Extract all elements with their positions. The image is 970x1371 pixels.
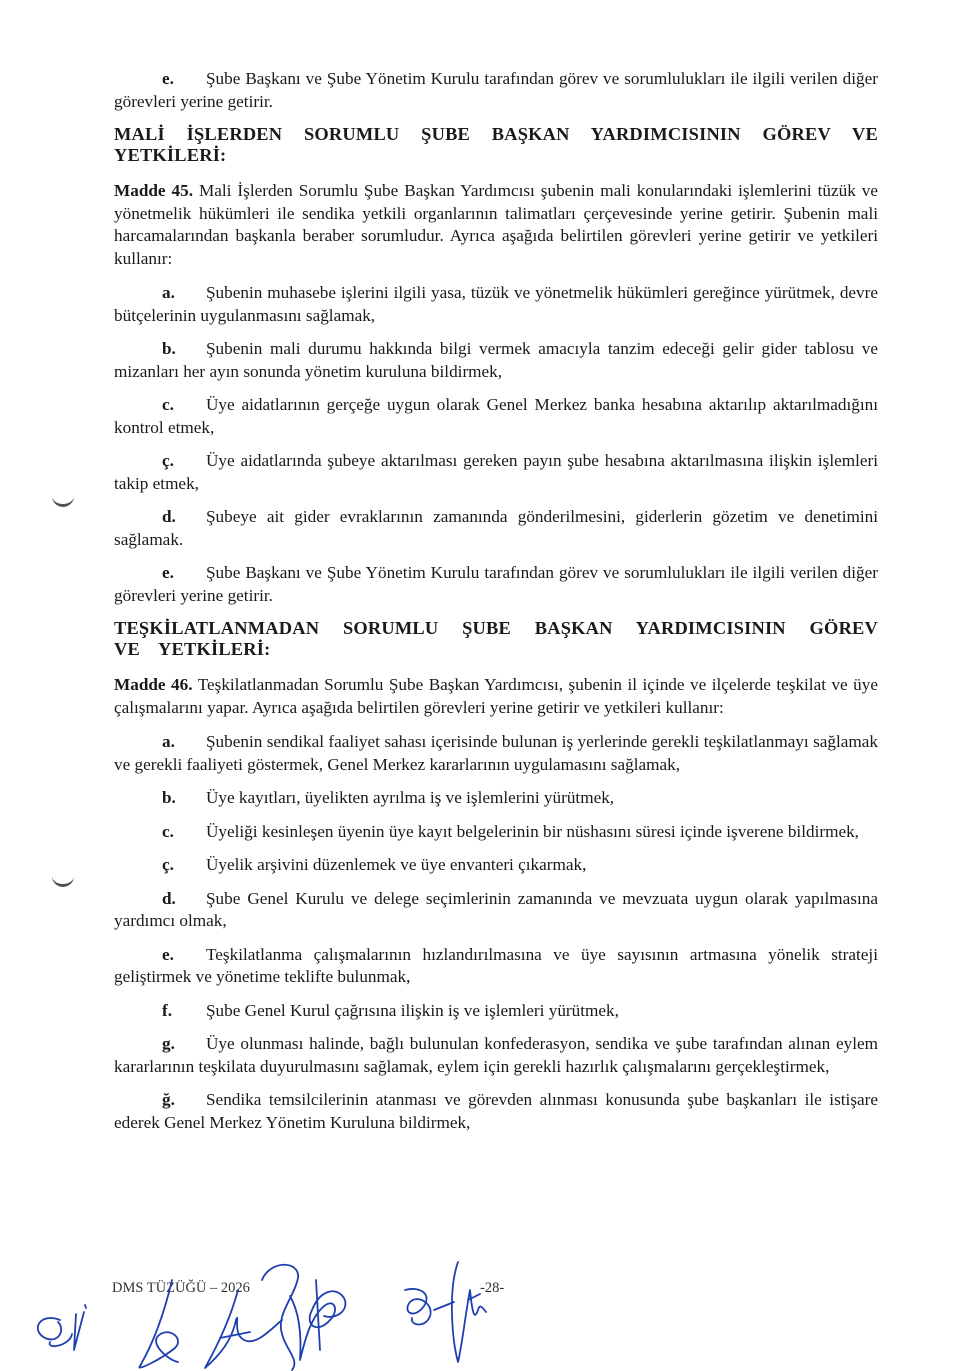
section-heading: TEŞKİLATLANMADAN SORUMLU ŞUBE BAŞKAN YARDIMCISININ GÖREV VE YETKİLERİ: — [114, 618, 878, 659]
list-item-text: Üye kayıtları, üyelikten ayrılma iş ve işlemlerini yürütmek, — [206, 788, 615, 807]
list-item-label: d. — [162, 507, 176, 526]
list-item — [114, 944, 878, 989]
article-label: Madde 46. — [114, 675, 193, 694]
signature-5 — [290, 1280, 345, 1360]
list-item — [114, 68, 878, 113]
list-item-text: Üyeliği kesinleşen üyenin üye kayıt belgelerinin bir nüshasını süresi içinde işverene bildirmek, — [206, 821, 859, 841]
list-item — [114, 506, 878, 551]
signature-4 — [262, 1265, 298, 1370]
list-item-text: Üye aidatlarında şubeye aktarılması gereken payın şube hesabına aktarılmasına ilişkin işlemleri takip etmek, — [114, 451, 878, 493]
article-text: Teşkilatlanmadan Sorumlu Şube Başkan Yardımcısı, şubenin il içinde ve ilçelerde teşkilat ve üye çalışmalarını yapar. Ayrıca aşağıda belirtilen görevleri yerine getirir ve yetkileri kullanır: — [114, 675, 878, 717]
list-item — [114, 1000, 878, 1023]
list-item-text: Şube Başkanı ve Şube Yönetim Kurulu tarafından görev ve sorumlulukları ile ilgili verilen diğer görevleri yerine getirir. — [114, 69, 878, 111]
list-item-text: Üye olunması halinde, bağlı bulunulan konfederasyon, sendika ve şube tarafından alınan eylem kararlarının teşkilata duyurulmasını sağlamak, eylem için gerekli hazırlık çalışmalarını gerçekleştirmek, — [114, 1034, 878, 1076]
list-item-label: f. — [162, 1000, 173, 1020]
list-item — [114, 338, 878, 383]
list-item — [114, 888, 878, 933]
list-item-label: a. — [162, 732, 175, 751]
punch-hole-mark — [52, 872, 74, 887]
list-item — [114, 394, 878, 439]
list-item-label: c. — [162, 821, 174, 841]
article-text: Mali İşlerden Sorumlu Şube Başkan Yardımcısı şubenin mali konularındaki işlemlerini tüzük ve yönetmelik hükümleri ile sendika yetkili organlarının talimatları çerçevesinde yerine getirir. Şubenin mali harcamalarından başkanla beraber sorumludur. Ayrıca aşağıda belirtilen görevleri yerine getirir ve yetkileri kullanır: — [114, 181, 879, 268]
list-item-label: c. — [162, 395, 174, 414]
list-item-label: d. — [162, 888, 176, 908]
list-item-label: e. — [162, 563, 174, 582]
list-item-label: a. — [162, 283, 175, 302]
list-item-label: g. — [162, 1034, 175, 1053]
article-label: Madde 45. — [114, 181, 194, 200]
list-item-text: Teşkilatlanma çalışmalarının hızlandırılmasına ve üye sayısının artmasına yönelik strateji geliştirmek ve yönetime teklifte bulunmak, — [114, 944, 878, 986]
signature-2 — [139, 1280, 178, 1368]
list-item-text: Şubenin sendikal faaliyet sahası içerisinde bulunan iş yerlerinde gerekli teşkilatlanmayı sağlamak ve gerekli faaliyeti göstermek, Genel Merkez kararlarının uygulamasını sağlamak, — [114, 732, 878, 774]
list-item-text: Üyelik arşivini düzenlemek ve üye envanteri çıkarmak, — [206, 855, 587, 874]
footer-title: DMS TÜZÜĞÜ – 2026 — [112, 1280, 250, 1296]
signatures — [0, 1250, 970, 1371]
section-heading: MALİ İŞLERDEN SORUMLU ŞUBE BAŞKAN YARDIMCISININ GÖREV VE YETKİLERİ: — [114, 124, 878, 165]
document-body — [114, 68, 878, 1145]
list-item-text: Üye aidatlarının gerçeğe uygun olarak Genel Merkez banka hesabına aktarılıp aktarılmadığını kontrol etmek, — [114, 395, 878, 437]
list-item-text: Şubenin mali durumu hakkında bilgi vermek amacıyla tanzim edeceği gelir gider tablosu ve mizanları her ayın sonunda yönetim kuruluna bildirmek, — [114, 339, 878, 381]
list-item-text: Şubenin muhasebe işlerini ilgili yasa, tüzük ve yönetmelik hükümleri gereğince yürütmek, devre bütçelerinin uygulanmasını sağlamak, — [114, 283, 878, 325]
list-item-text: Şubeye ait gider evraklarının zamanında gönderilmesini, giderlerin gözetim ve denetimini sağlamak. — [114, 507, 878, 549]
list-item — [114, 854, 878, 877]
list-item-label: e. — [162, 944, 174, 964]
list-item-label: ç. — [162, 855, 174, 874]
list-item-text: Sendika temsilcilerinin atanması ve görevden alınması konusunda şube başkanları ile istişare ederek Genel Merkez Yönetim Kuruluna bildirmek, — [114, 1090, 878, 1132]
signature-6 — [405, 1289, 454, 1325]
list-item-label: b. — [162, 339, 176, 358]
list-item-label: e. — [162, 69, 174, 88]
list-item — [114, 1033, 878, 1078]
list-item-label: b. — [162, 788, 176, 807]
list-item-label: ğ. — [162, 1090, 175, 1109]
signature-1 — [38, 1305, 86, 1350]
list-item — [114, 1089, 878, 1134]
list-item-text: Şube Genel Kurul çağrısına ilişkin iş ve işlemleri yürütmek, — [206, 1000, 619, 1020]
article-paragraph — [114, 674, 878, 719]
list-item — [114, 787, 878, 810]
list-item — [114, 450, 878, 495]
punch-hole-mark — [52, 492, 74, 507]
page-number: -28- — [480, 1280, 505, 1296]
list-item — [114, 821, 878, 844]
list-item-label: ç. — [162, 451, 174, 470]
list-item-text: Şube Genel Kurulu ve delege seçimlerinin zamanında ve mevzuata uygun olarak yapılmasına yardımcı olmak, — [114, 888, 878, 930]
signature-3 — [205, 1290, 282, 1368]
list-item — [114, 282, 878, 327]
list-item — [114, 731, 878, 776]
article-paragraph — [114, 180, 878, 270]
signature-7 — [452, 1262, 486, 1362]
list-item — [114, 562, 878, 607]
list-item-text: Şube Başkanı ve Şube Yönetim Kurulu tarafından görev ve sorumlulukları ile ilgili verilen diğer görevleri yerine getirir. — [114, 563, 878, 605]
